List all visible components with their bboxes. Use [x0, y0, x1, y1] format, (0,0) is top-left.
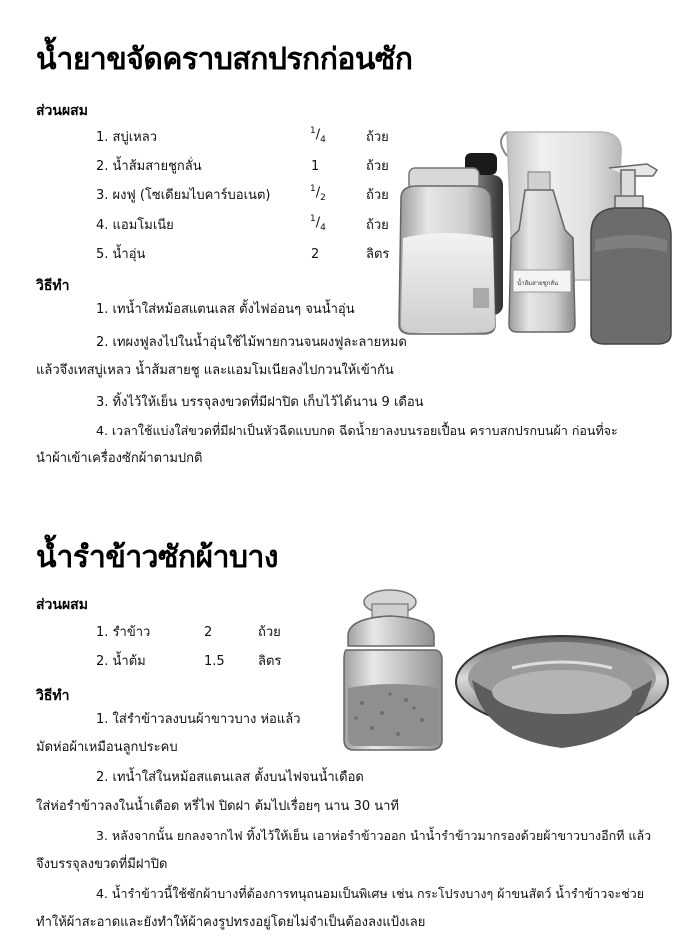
recipe1-method-heading: วิธีทำ — [36, 278, 70, 294]
ingredient-name: 2. น้ำต้ม — [96, 654, 146, 669]
ingredient-unit: ถ้วย — [366, 130, 389, 145]
method-step-continuation: จึงบรรจุลงขวดที่มีฝาปิด — [36, 857, 168, 872]
rice-bran-and-bowl-photo — [342, 588, 670, 758]
method-step-continuation: มัดห่อผ้าเหมือนลูกประคบ — [36, 740, 178, 755]
method-step-continuation: ทำให้ผ้าสะอาดและยังทำให้ผ้าคงรูปทรงอยู่โดยไม่จำเป็นต้องลงแป้งเลย — [36, 915, 426, 930]
ingredient-quantity: $^1/_4$ — [310, 214, 326, 233]
ingredient-unit: ถ้วย — [366, 188, 389, 203]
cleaning-supplies-photo — [395, 120, 685, 352]
ingredient-name: 3. ผงฟู (โซเดียมไบคาร์บอเนต) — [96, 188, 271, 203]
ingredient-unit: ลิตร — [366, 247, 390, 262]
method-step-continuation: นำผ้าเข้าเครื่องซักผ้าตามปกติ — [36, 451, 203, 466]
ingredient-unit: ลิตร — [258, 654, 282, 669]
ingredient-name: 4. แอมโมเนีย — [96, 218, 174, 233]
ingredient-name: 1. รำข้าว — [96, 625, 151, 640]
ingredient-quantity: 1.5 — [204, 654, 225, 669]
method-step: 2. เทผงฟูลงไปในน้ำอุ่นใช้ไม้พายกวนจนผงฟูละลายหมด — [96, 335, 407, 350]
ingredient-quantity: $^1/_4$ — [310, 126, 326, 145]
recipe1-title: น้ำยาขจัดคราบสกปรกก่อนซัก — [36, 42, 413, 77]
ingredient-name: 2. น้ำส้มสายชูกลั่น — [96, 159, 202, 174]
recipe2-title: น้ำรำข้าวซักผ้าบาง — [36, 540, 278, 575]
ingredient-name: 5. น้ำอุ่น — [96, 247, 146, 262]
method-step: 3. ทิ้งไว้ให้เย็น บรรจุลงขวดที่มีฝาปิด เก็บไว้ได้นาน 9 เดือน — [96, 395, 424, 410]
method-step: 1. ใส่รำข้าวลงบนผ้าขาวบาง ห่อแล้ว — [96, 712, 301, 727]
ingredient-quantity: 2 — [204, 625, 213, 640]
ingredient-unit: ถ้วย — [258, 625, 281, 640]
method-step: 3. หลังจากนั้น ยกลงจากไฟ ทิ้งไว้ให้เย็น เอาห่อรำข้าวออก นำน้ำรำข้าวมากรองด้วยผ้าขาวบางอีกที แล้ว — [96, 828, 652, 843]
recipe2-method-heading: วิธีทำ — [36, 688, 70, 704]
recipe2-ingredients-heading: ส่วนผสม — [36, 597, 88, 613]
method-step: 1. เทน้ำใส่หม้อสแตนเลส ตั้งไฟอ่อนๆ จนน้ำอุ่น — [96, 302, 355, 317]
ingredient-quantity: $^1/_2$ — [310, 184, 326, 203]
method-step-continuation: ใส่ห่อรำข้าวลงในน้ำเดือด หรี่ไฟ ปิดฝา ต้มไปเรื่อยๆ นาน 30 นาที — [36, 799, 400, 814]
recipe1-ingredients-heading: ส่วนผสม — [36, 103, 88, 119]
method-step-continuation: แล้วจึงเทสบู่เหลว น้ำส้มสายชู และแอมโมเนียลงไปกวนให้เข้ากัน — [36, 363, 394, 378]
ingredient-unit: ถ้วย — [366, 218, 389, 233]
method-step: 2. เทน้ำใส่ในหม้อสแตนเลส ตั้งบนไฟจนน้ำเดือด — [96, 770, 364, 785]
bottle-label: น้ำส้มสายชูกลั่น — [517, 280, 559, 287]
method-step: 4. น้ำรำข้าวนี้ใช้ซักผ้าบางที่ต้องการทนุถนอมเป็นพิเศษ เช่น กระโปรงบางๆ ผ้าขนสัตว์ น้ำรำข้าวจะช่วย — [96, 886, 645, 901]
ingredient-name: 1. สบู่เหลว — [96, 130, 158, 145]
ingredient-quantity: 1 — [311, 159, 320, 174]
method-step: 4. เวลาใช้แบ่งใส่ขวดที่มีฝาเป็นหัวฉีดแบบกด ฉีดน้ำยาลงบนรอยเปื้อน คราบสกปรกบนผ้า ก่อนที่จะ — [96, 423, 618, 438]
ingredient-quantity: 2 — [311, 247, 320, 262]
ingredient-unit: ถ้วย — [366, 159, 389, 174]
